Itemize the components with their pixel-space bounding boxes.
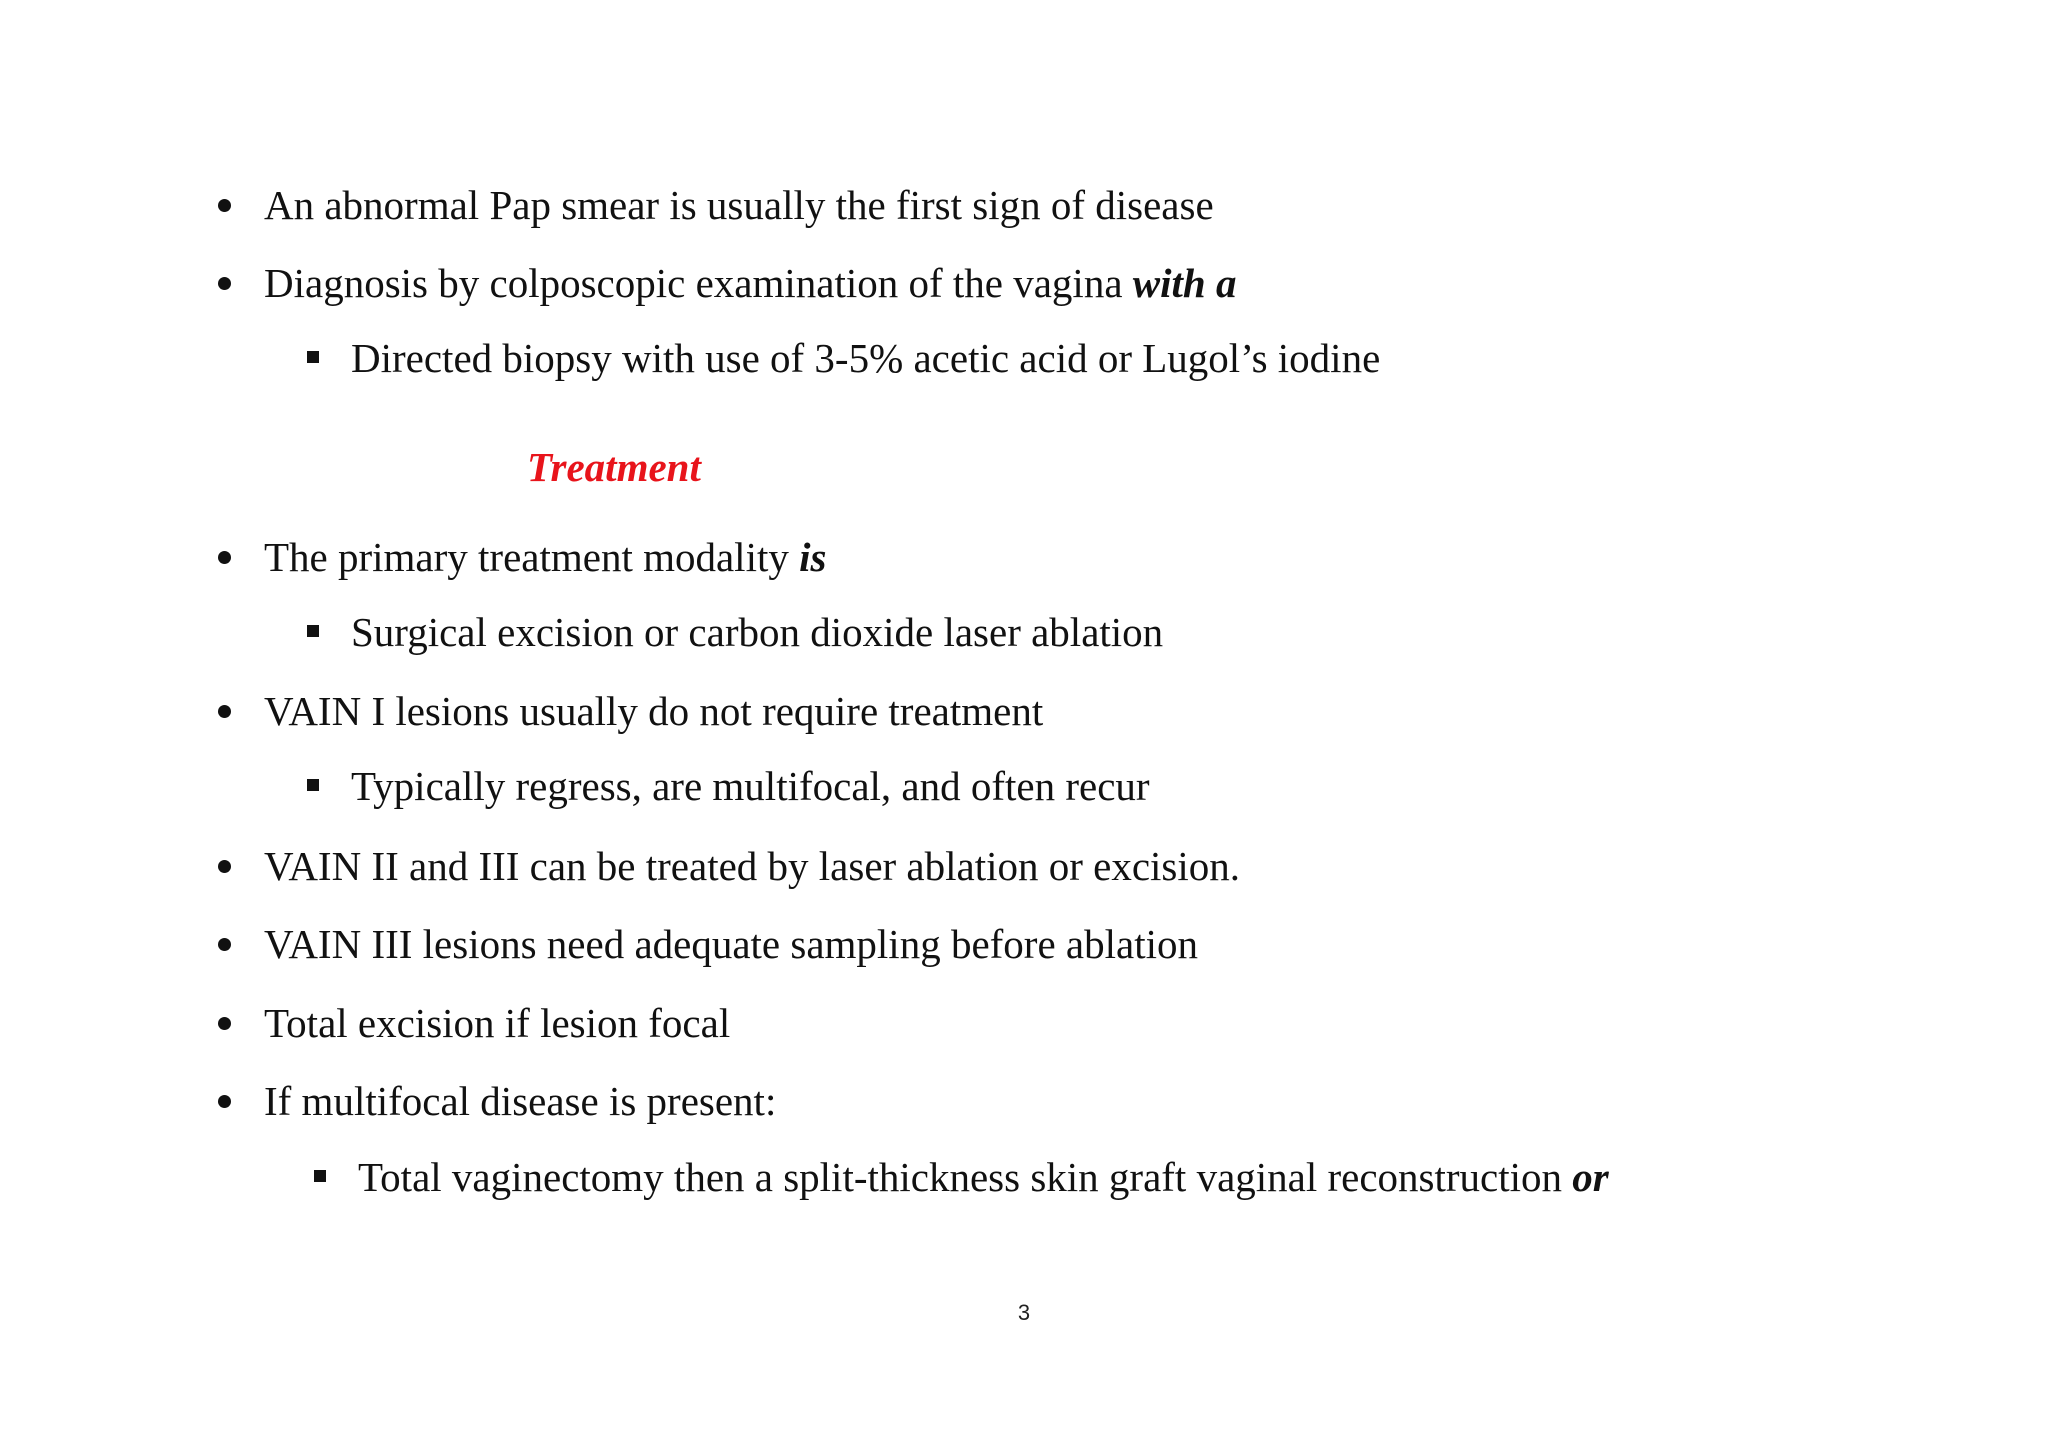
sub-bullet-text-plain: Total vaginectomy then a split-thickness skin graft vaginal reconstruction: [358, 1154, 1573, 1200]
bullet-dot-icon: [218, 199, 231, 212]
sub-bullet-text: Directed biopsy with use of 3-5% acetic acid or Lugol’s iodine: [351, 335, 1381, 381]
page-number: 3: [1017, 1300, 1031, 1325]
square-bullet-icon: [307, 351, 319, 363]
bullet-text: If multifocal disease is present:: [264, 1078, 777, 1124]
square-bullet-icon: [314, 1170, 326, 1182]
bullet-text: An abnormal Pap smear is usually the first sign of disease: [264, 182, 1214, 228]
bullet-text-plain: Diagnosis by colposcopic examination of the vagina: [264, 260, 1133, 306]
bullet-text: [264, 260, 1237, 306]
square-bullet-icon: [307, 779, 319, 791]
bullet-dot-icon: [218, 860, 231, 873]
bullet-dot-icon: [218, 1095, 231, 1108]
square-bullet-icon: [307, 625, 319, 637]
bullet-text: VAIN II and III can be treated by laser ablation or excision.: [264, 843, 1241, 889]
bullet-text: VAIN III lesions need adequate sampling before ablation: [264, 921, 1198, 967]
bullet-dot-icon: [218, 938, 231, 951]
sub-bullet-text: [358, 1154, 1609, 1200]
bullet-dot-icon: [218, 277, 231, 290]
sub-bullet-text: Surgical excision or carbon dioxide laser ablation: [351, 609, 1164, 655]
sub-bullet-text-emphasis: or: [1572, 1154, 1609, 1200]
bullet-dot-icon: [218, 1017, 231, 1030]
bullet-dot-icon: [218, 705, 231, 718]
bullet-dot-icon: [218, 551, 231, 564]
section-heading: Treatment: [527, 444, 701, 490]
sub-bullet-text: Typically regress, are multifocal, and often recur: [351, 763, 1150, 809]
bullet-text: VAIN I lesions usually do not require treatment: [264, 688, 1044, 734]
bullet-text-plain: The primary treatment modality: [264, 534, 800, 580]
bullet-text-emphasis: is: [799, 534, 827, 580]
bullet-text: Total excision if lesion focal: [264, 1000, 731, 1046]
bullet-text: [264, 534, 827, 580]
bullet-text-emphasis: with a: [1132, 260, 1237, 306]
